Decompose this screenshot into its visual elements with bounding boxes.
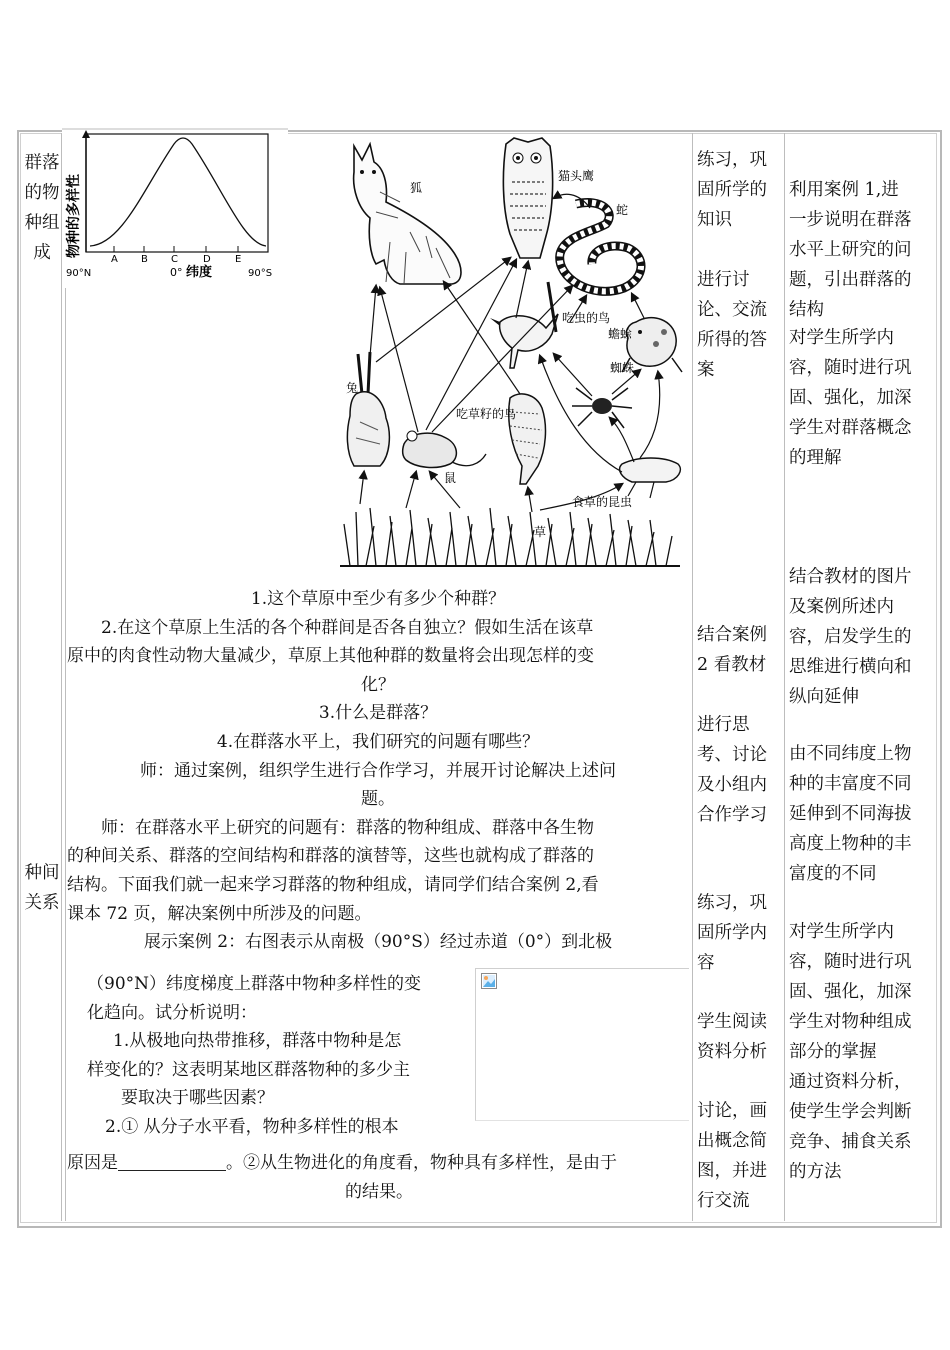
column-divider-1b (65, 133, 66, 1221)
owl-figure (503, 138, 552, 258)
fox-figure (354, 144, 461, 284)
column-divider-2 (692, 133, 693, 1221)
insect-bird-figure (490, 282, 558, 368)
col3-activity-4: 进行思 考、讨论 及小组内 合作学习 (697, 715, 767, 825)
col3-activity-6: 学生阅读 资料分析 (697, 1012, 767, 1062)
answer-blank[interactable] (118, 1152, 226, 1171)
col3-activity-2: 进行讨 论、交流 所得的答 案 (697, 270, 767, 380)
teacher-note-2-line-1: 师：在群落水平上研究的问题有：群落的物种组成、群落中各生物 (101, 817, 594, 838)
col3-activity-1: 练习，巩 固所学的 知识 (697, 150, 767, 230)
label-rabbit: 兔 (346, 381, 359, 395)
label-mouse: 鼠 (444, 471, 457, 485)
tick-90S: 90°S (248, 268, 273, 279)
tick-C: C (171, 254, 178, 265)
main-content (67, 585, 689, 957)
col4-purpose-2: 对学生所学内 容，随时进行巩 固、强化，加深 学生对群落概念 的理解 (789, 328, 912, 468)
col4-purpose-6: 通过资料分析， 使学生学会判断 竞争、捕食关系 的方法 (789, 1072, 912, 1182)
question-2-line-1: 2.在这个草原上生活的各个种群间是否各自独立？假如生活在该草 (101, 617, 594, 638)
grasshopper-figure (620, 458, 681, 498)
case-2-q2-continued (67, 1149, 691, 1206)
case-2-text (87, 970, 467, 1142)
teacher-note-1-line-1: 师：通过案例，组织学生进行合作学习，并展开讨论解决上述问 (140, 760, 616, 781)
section-label-interspecies: 种间 关系 (24, 863, 60, 913)
label-toad: 蟾蜍 (608, 327, 633, 341)
spider-figure (572, 388, 632, 428)
diversity-chart (62, 128, 288, 288)
tick-zero: 0° (170, 266, 183, 279)
question-2-line-3: 化？ (361, 674, 395, 695)
case-2-q2-line-3: 的结果。 (345, 1181, 413, 1202)
label-snake: 蛇 (616, 203, 629, 217)
tick-B: B (141, 254, 148, 265)
question-2-line-2: 原中的肉食性动物大量减少，草原上其他种群的数量将会出现怎样的变 (67, 646, 594, 667)
column-divider-1 (61, 133, 62, 1221)
teacher-note-2-line-3: 结构。下面我们就一起来学习群落的物种组成，请同学们结合案例 2,看 (67, 874, 599, 895)
col3-activity-5: 练习，巩 固所学内 容 (697, 893, 767, 973)
tick-E: E (235, 254, 242, 265)
col4-purpose-1: 利用案例 1,进 一步说明在群落 水平上研究的问 题，引出群落的 结构 (789, 180, 912, 320)
col3-activity-3: 结合案例 2 看教材 (697, 625, 767, 675)
label-owl: 猫头鹰 (558, 169, 595, 183)
col4-purpose-5: 对学生所学内 容，随时进行巩 固、强化，加深 学生对物种组成 部分的掌握 (789, 922, 912, 1062)
case-2-q1-line-1: 1.从极地向热带推移，群落中物种是怎 (113, 1031, 402, 1052)
question-4: 4.在群落水平上，我们研究的问题有哪些？ (216, 731, 540, 752)
tick-90N: 90°N (66, 268, 92, 279)
snake-figure (560, 203, 641, 292)
tick-A: A (111, 254, 118, 265)
x-axis-label: 纬度 (186, 265, 213, 280)
col4-purpose-3: 结合教材的图片 及案例所述内 容，启发学生的 思维进行横向和 纵向延伸 (789, 567, 912, 707)
teacher-note-2-line-2: 的种间关系、群落的空间结构和群落的演替等，这些也就构成了群落的 (67, 846, 594, 867)
case-2-intro-line-2: （90°N）纬度梯度上群落中物种多样性的变 (87, 974, 422, 994)
column-divider-3 (784, 133, 785, 1221)
label-seed-bird: 吃草籽的鸟 (456, 407, 517, 421)
teacher-note-2-line-4: 课本 72 页，解决案例中所涉及的问题。 (67, 903, 372, 924)
y-axis-label: 物种的多样性 (66, 174, 82, 258)
label-spider: 蜘蛛 (610, 361, 635, 375)
case-2-intro-line-3: 化趋向。试分析说明： (87, 1002, 257, 1023)
case-2-intro-line-1: 展示案例 2：右图表示从南极（90°S）经过赤道（0°）到北极 (143, 932, 613, 953)
label-insect-bird: 吃虫的鸟 (562, 311, 611, 325)
label-fox: 狐 (410, 181, 423, 195)
case-2-q1-line-2: 样变化的？这表明某地区群落物种的多少主 (87, 1059, 410, 1080)
food-web-illustration (340, 132, 688, 570)
col4-purpose-4: 由不同纬度上物 种的丰富度不同 延伸到不同海拔 高度上物种的丰 富度的不同 (789, 744, 912, 884)
teacher-note-1-line-2: 题。 (361, 789, 395, 810)
section-label-composition: 群落 的物 种组 成 (24, 153, 60, 263)
label-grass: 草 (534, 525, 547, 539)
question-1: 1.这个草原中至少有多少个种群？ (250, 589, 506, 609)
col3-activity-7: 讨论，画 出概念简 图，并进 行交流 (697, 1101, 767, 1211)
label-grass-insect: 食草的昆虫 (572, 495, 633, 509)
grass-figure (340, 508, 680, 566)
case-2-q2-line-2: 原因是 。②从生物进化的角度看，物种具有多样性，是由于 (67, 1153, 617, 1173)
question-3: 3.什么是群落？ (318, 703, 438, 724)
image-placeholder (475, 968, 689, 1121)
tick-D: D (203, 254, 211, 265)
case-2-q1-line-3: 要取决于哪些因素？ (121, 1088, 274, 1109)
mouse-figure (403, 431, 486, 467)
broken-image-icon (481, 973, 497, 989)
rabbit-figure (347, 352, 389, 466)
case-2-q2-line-1: 2.① 从分子水平看，物种多样性的根本 (105, 1116, 399, 1137)
